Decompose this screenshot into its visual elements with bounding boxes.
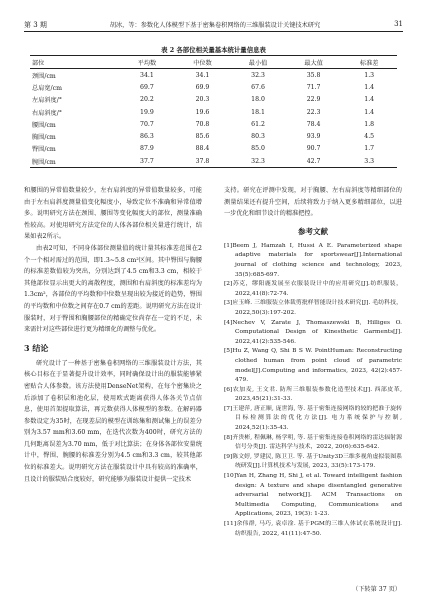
table-cell: 32.3: [230, 155, 286, 168]
table-cell: 42.7: [286, 155, 342, 168]
table-cell: 1.4: [364, 83, 375, 91]
reference-list: [224, 242, 402, 539]
page-number: 31: [394, 20, 403, 28]
col-header: 标准差: [341, 56, 397, 69]
table-row: [30, 94, 397, 106]
page-header: [0, 0, 427, 34]
table-row: [30, 130, 397, 142]
right-column: [224, 185, 402, 539]
row-label: 腕围/cm: [30, 155, 119, 168]
table-cell: 87.9: [140, 145, 154, 153]
table-cell: 70.7: [140, 120, 154, 128]
table-cell: 78.4: [306, 120, 321, 128]
table-cell: 19.6: [195, 108, 210, 116]
col-header: 平均数: [119, 56, 175, 69]
table-cell: 70.8: [195, 120, 210, 128]
table-cell: 1.7: [364, 145, 375, 153]
table-row: [30, 143, 397, 155]
table-cell: 1.8: [364, 120, 375, 128]
table-cell: 85.6: [195, 133, 210, 141]
section-heading: 3 结论: [24, 342, 49, 353]
reference-item: [3]应玉峰. 三维服装立体裁剪批样智能设计技术研究[J]. 毛纺科技，2022,50(3):197-202.: [224, 300, 402, 316]
left-column: [24, 185, 202, 485]
reference-item: [9]陈文婷, 罗建民, 陈卫卫. 等. 基于Unity3D三维多视角虚拟装图系统研发[J].计算机技术与发展, 2023, 33(5):173-179.: [224, 453, 402, 470]
reference-item: [11]余伟群, 马巧, 袁卓淦. 基于PGM的三维人体试衣系统设计[J]. 纺织报告, 2022, 41(11):47-50.: [224, 521, 402, 537]
table-cell: 69.9: [195, 83, 210, 91]
table-cell: 1.4: [364, 96, 375, 104]
table-cell: 88.4: [195, 145, 210, 153]
row-label: 臀围/cm: [32, 146, 56, 154]
table-cell: 20.2: [140, 96, 154, 104]
table-row: [30, 118, 397, 130]
table-cell: 18.0: [251, 96, 265, 104]
table-cell: 86.3: [140, 133, 154, 141]
table-cell: 4.5: [364, 133, 375, 141]
reference-item: [5]Hu Z, Wang Q, Shi B S W. PointHuman: Reconstructing clothed human from point cloud of parametric model[J].Computing and informatics, 2023, 42(2):457-479.: [224, 348, 402, 384]
table-cell: 32.3: [251, 71, 265, 79]
row-label: 胸围/cm: [32, 134, 56, 142]
reference-item: [4]Nechev V, Zarate J, Thomaszewski B, Hilliges O. Computational Design of Kinesthetic Garments[J]. 2022,41(2):535-546.: [224, 319, 402, 345]
table-cell: 1.4: [364, 108, 375, 116]
table-body: [30, 69, 397, 168]
reference-item: [2]苏克，缪阳鹿发展至衣服装设计中的应用研究[J].纺织服装，2022,41(8):72-74.: [224, 281, 402, 297]
row-label: 右肩斜度/°: [32, 109, 62, 117]
row-label: 腰围/cm: [32, 121, 56, 129]
table-cell: 35.8: [306, 71, 321, 79]
table-cell: 67.6: [251, 83, 265, 91]
paragraph: 和腰围的异常值数量较少，左右肩斜度的异常值数量较多，可能由于左右肩斜度测量值变化幅度小，导致定位不准确和异常值增多。说明研究方法在颈围、腰围等变化幅度大的部位，测量准确性较高。对使用研究方法定位的人体各部位相关量进行统计，结果如表2所示。: [24, 187, 202, 241]
references-heading: 参考文献: [298, 226, 328, 236]
table-cell: 20.3: [195, 96, 210, 104]
running-title: 胡冰，等：参数化人体模型下基于密集卷积网络的三维服装设计关键技术研究: [109, 22, 321, 29]
header-rule: [24, 31, 403, 32]
table-row: [30, 69, 397, 82]
row-label: 总肩宽/cm: [32, 84, 62, 92]
col-header: 最大值: [286, 56, 342, 69]
table-cell: 3.3: [341, 155, 397, 168]
table-cell: 37.7: [119, 155, 175, 168]
paragraph: 支持。研究在评测中发现，对于胸腰、左右肩斜度等精细部位的测量结果还有提升空间，后续将致力于纳入更多精细部位，以进一步优化和细节设计的精准把控。: [224, 187, 402, 218]
table-cell: 1.3: [364, 71, 375, 79]
row-label: 左肩斜度/°: [32, 97, 62, 105]
table-cell: 69.7: [140, 83, 154, 91]
col-header: 中位数: [175, 56, 231, 69]
table-cell: 80.3: [251, 133, 265, 141]
reference-item: [6]农加麦, 王文君. 防所三维服装参数化造型技术[J]. 西部皮革, 2023,45(21):31-33.: [224, 386, 402, 403]
stats-table: [30, 55, 397, 168]
table-cell: 85.0: [251, 145, 265, 153]
table-cell: 61.2: [251, 120, 265, 128]
col-header: 最小值: [230, 56, 286, 69]
paragraph: 研究设计了一种基于密集卷积网络的三维服装设计方法，其核心目标在于显著提升设计效率，同时确保设计出的服装能够紧密贴合人体参数。该方法使用DenseNet架构，在每个密集块之后添加了卷积层和池化层，使用欧式距离获得人体各关节点信息，使用首架提取算法，再元数获得人体模型的参数。在解码器参数设定为35时，在现差层的模型在训练集和测试集上的误差分别为3.57 mm和3.60 mm，在迭代次数为400时，研究方法的几何距离误差为3.70 mm，低于对比算法；在身体各部位安量统计中，臀围、腕腰的标准差分别为4.5 cm和3.3 cm，较其他部位的标准差大。说明研究方法在服装设计中具有较高的准确率，且设计的服装贴合度较好，研究能够为服装设计提供一定技术: [24, 359, 202, 483]
table-cell: 34.1: [195, 71, 210, 79]
reference-item: [8]齐贵彬, 程佩琳, 杨学明, 等. 基于密集连接卷积网络的雷达辐射源信号分类[J]. 雷达科学与技术，2022, 20(6):635-642.: [224, 434, 402, 451]
table-cell: 34.1: [140, 71, 154, 79]
issue-label: 第 3 期: [24, 21, 47, 29]
reference-item: [7]王建萍, 唐正顺, 庞世海, 等. 基于密集连接网络的较的把准于旋转目标检测算法的优化方法[J]. 电力系统保护与控制, 2024,52(1):35-43.: [224, 405, 402, 432]
reference-item: [10]Yan H, Zhang H, Shi J, et al. Toward intelligent fashion design: A texture and shape disentangled generative adversarial network[J]. ACM Transactions on Multimedia Computing, Communications and Applications, 2023, 19(3): 1-23.: [224, 473, 402, 518]
table-header-row: [30, 56, 397, 69]
table-cell: 22.3: [306, 108, 321, 116]
table-caption: 表 2 各部位相关量基本统计量信息表: [161, 46, 266, 54]
table-cell: 22.9: [306, 96, 321, 104]
table-cell: 71.7: [306, 83, 321, 91]
table-cell: 19.9: [140, 108, 154, 116]
continued-note: （下转第 37 页）: [352, 586, 401, 593]
row-label: 颈围/cm: [32, 72, 56, 80]
table-cell: 93.9: [306, 133, 321, 141]
paragraph: 由表2可知，不同身体部位测量值的统计量其标准差范围在2个一个相对需过的范围，即1.3~5.8 cm²区间。其中臀围与胸腰的标准差数值较为突出，分别达到了4.5 cm和3.3 cm，相较于其他部位显示出更大的离散程度，测围和右肩斜度的标准差均为1.3cm²，各部位的平均数和中位数呈现出较为接近的趋势，臀围的平均数和中位数之间存在0.7 cm的差距。说明研究方法在设计服装时，对于臀围和胸腰部位的精确定位尚存在一定的不足，未来需针对这些部位进行更为精细化的调整与优化。: [24, 244, 202, 334]
table-row: [30, 81, 397, 93]
table-row: [30, 155, 397, 168]
table-cell: 18.1: [251, 108, 265, 116]
col-header: 部位: [30, 56, 119, 69]
table-cell: 90.7: [306, 145, 321, 153]
table-cell: 37.8: [175, 155, 231, 168]
table-row: [30, 106, 397, 118]
reference-item: [1]Beem J, Hamzah I, Hussi A E. Parameterized shape adaptive materials for sportswear[J].International journal of clothing science and technology, 2023, 35(5):685-697.: [224, 242, 402, 278]
